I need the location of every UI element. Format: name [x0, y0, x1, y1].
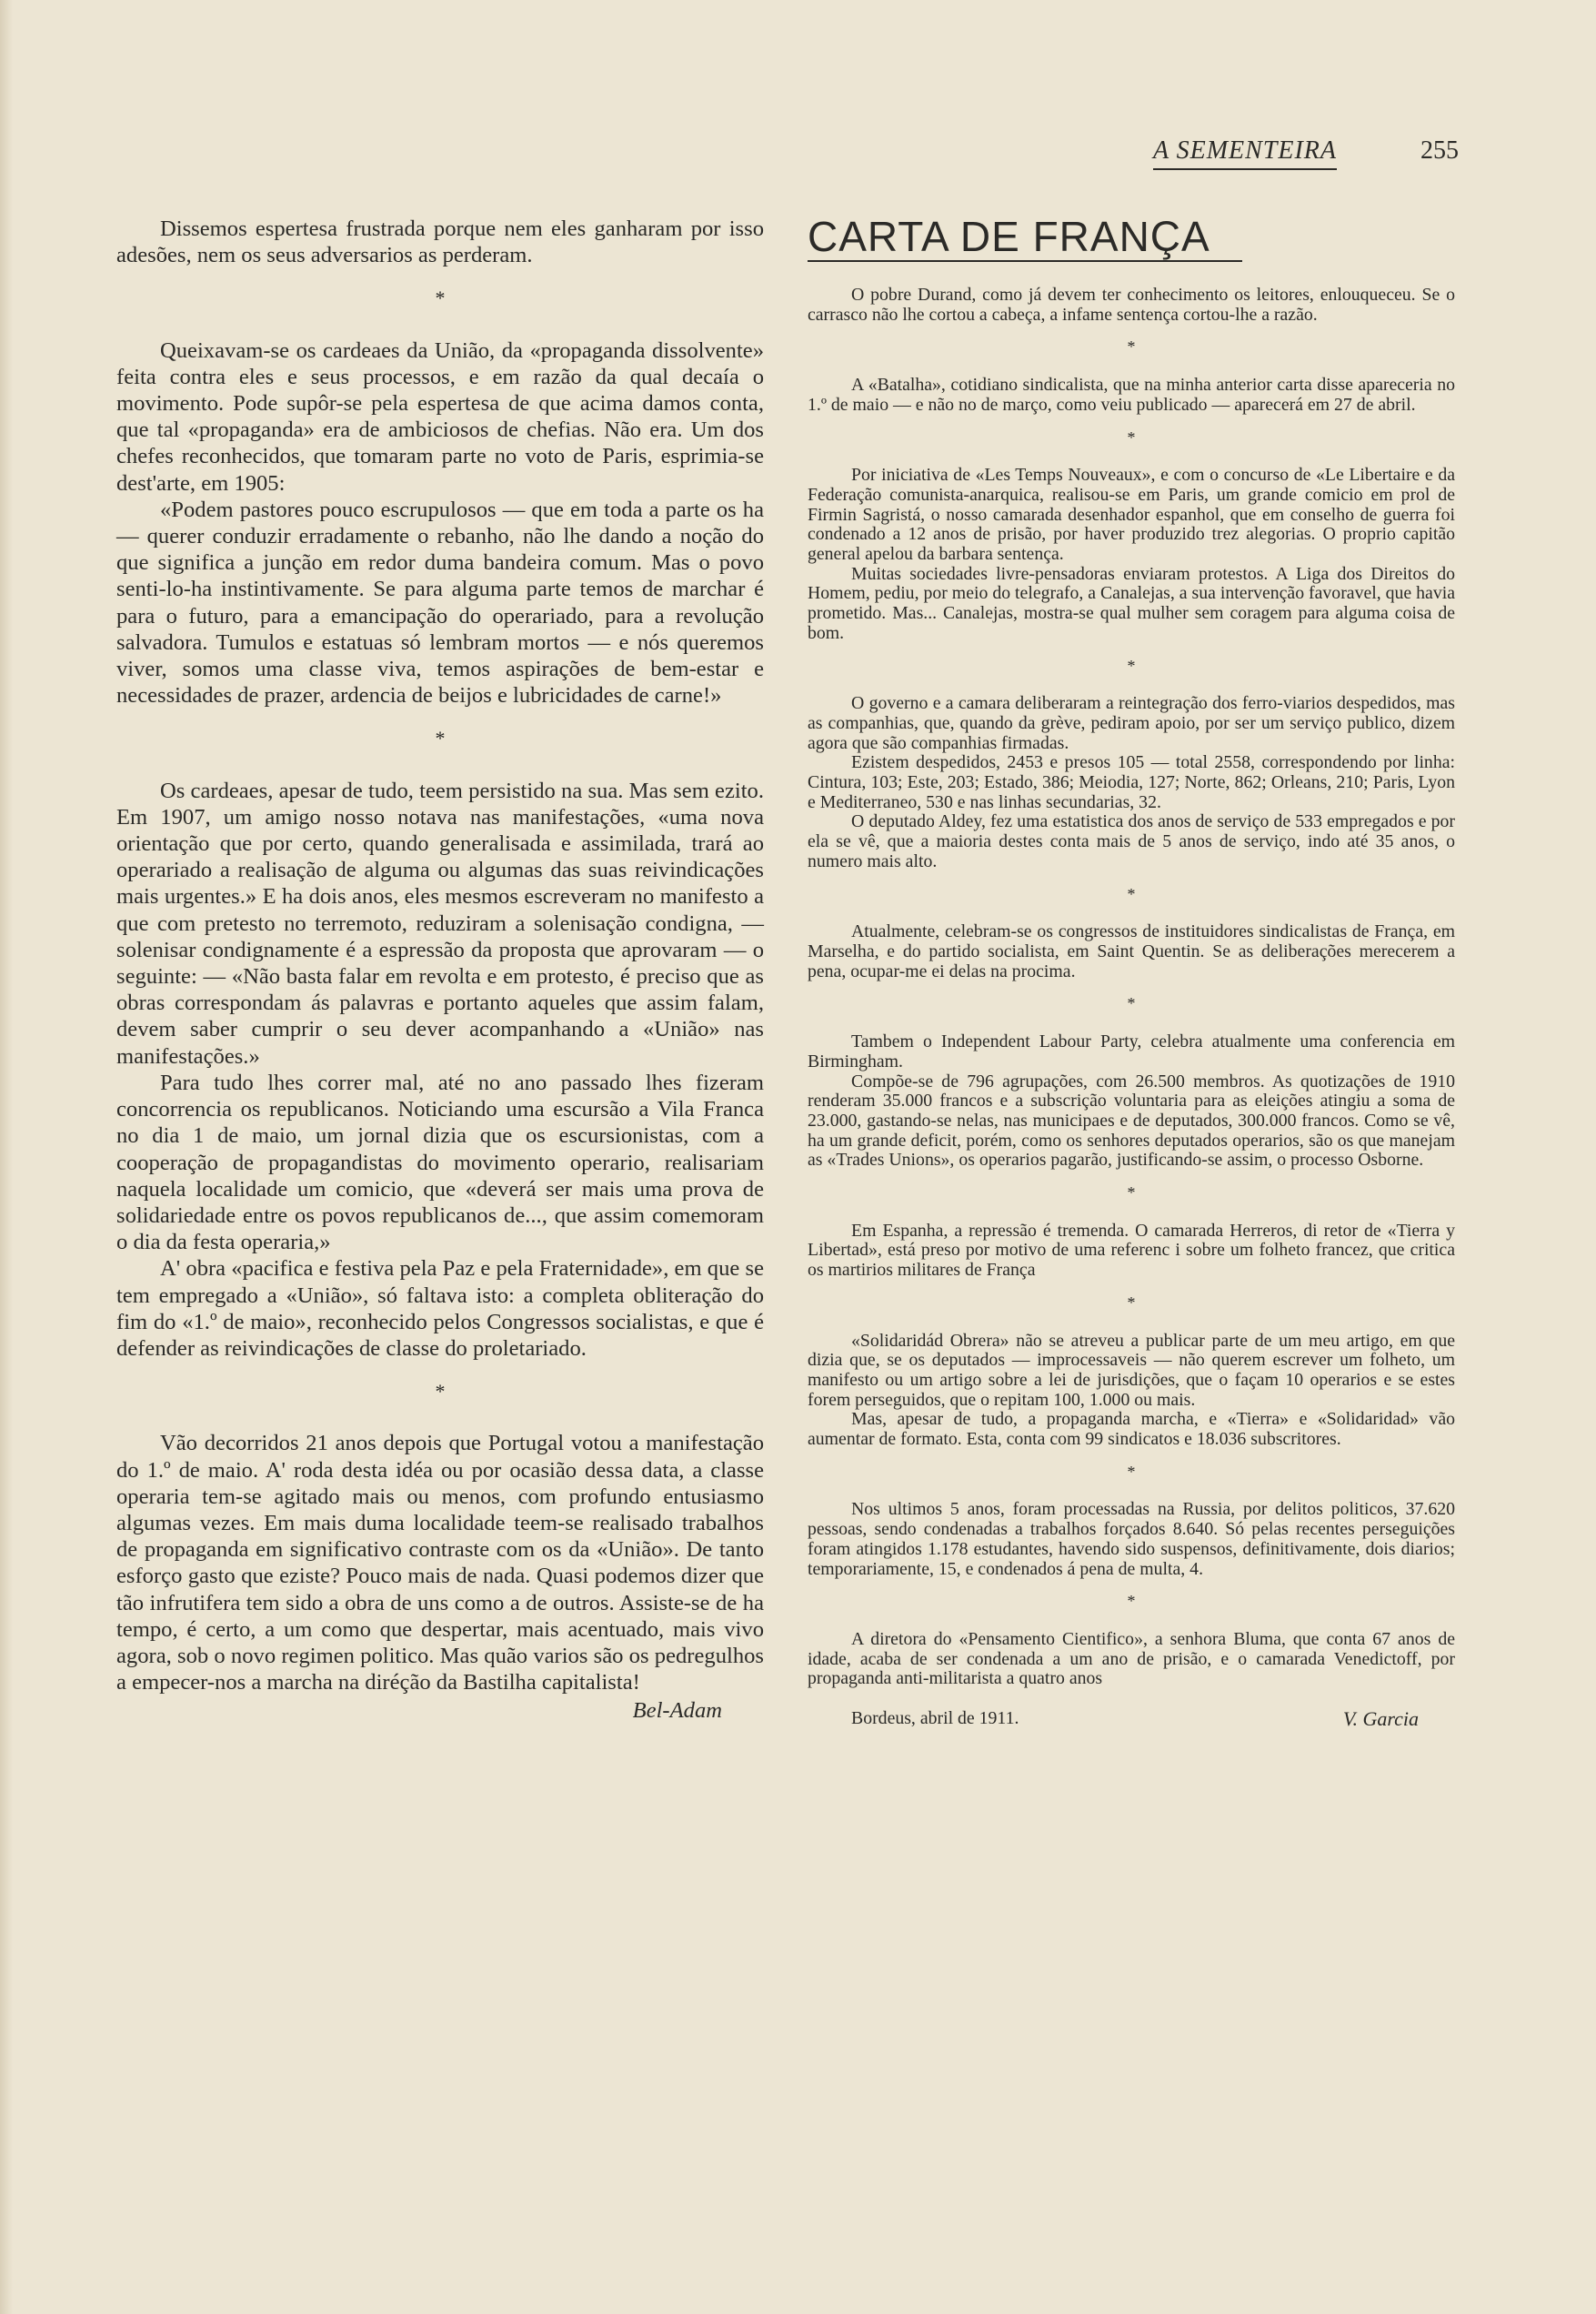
- paragraph: «Solidaridád Obrera» não se atreveu a publicar parte de um meu artigo, em que dizia que, se os deputados — improcessaveis — não querem escrever um folheto, um manifesto ou um artigo sobre a lei de jurisdições, que o façam 10 operarios e se estes forem perseguidos, que o repitam 100, 1.000 ou mais.: [808, 1330, 1455, 1410]
- section-separator: *: [1127, 1183, 1136, 1202]
- author-signature: Bel-Adam: [632, 1698, 722, 1724]
- paragraph: Muitas sociedades livre-pensadoras enviaram protestos. A Liga dos Direitos do Homem, pediu, por meio do telegrafo, a Canalejas, a sua intervenção favoravel, que havia prometido. Mas... Canalejas, mostra-se qual mulher sem coragem para alguma coisa de bom.: [808, 563, 1455, 643]
- section-separator: *: [1127, 1462, 1136, 1481]
- publication-title: A SEMENTEIRA: [1153, 136, 1337, 170]
- paragraph: Nos ultimos 5 anos, foram processadas na Russia, por delitos politicos, 37.620 pessoas, sendo condenadas a trabalhos forçados 8.640. Só pelas recentes perseguições foram atingidos 1.178 estudantes, havendo sido suspensos, definitivamente, dois diarios; temporariamente, 15, e condenados á pena de multa, 4.: [808, 1499, 1455, 1579]
- paragraph: Dissemos espertesa frustrada porque nem eles ganharam por isso adesões, nem os seus adversarios as perderam.: [116, 216, 764, 268]
- right-column-letter: [808, 213, 1455, 1729]
- section-separator: *: [1127, 994, 1136, 1013]
- paragraph: Vão decorridos 21 anos depois que Portugal votou a manifestação do 1.º de maio. A' roda desta idéa ou por ocasião dessa data, a classe operaria tem-se agitado mais ou menos, com profundo entusiasmo algumas vezes. Em mais duma localidade teem-se realisado trabalhos de propaganda em significativo contraste com os da «União». De tanto esforço gasto que eziste? Pouco mais de nada. Quasi podemos dizer que tão infrutifera tem sido a obra de uns como a de outros. Assiste-se de ha tempo, é certo, a um como que despertar, mais acentuado, mais vivo agora, sob o novo regimen politico. Mas quão varios são os pedregulhos a empecer-nos a marcha na diréção da Bastilha capitalista!: [116, 1431, 764, 1695]
- section-separator: *: [1127, 428, 1136, 447]
- paragraph: Tambem o Independent Labour Party, celebra atualmente uma conferencia em Birmingham.: [808, 1031, 1455, 1071]
- page-number: 255: [1420, 136, 1459, 165]
- section-separator: *: [1127, 656, 1136, 675]
- section-separator: *: [1127, 1293, 1136, 1312]
- paragraph: Ezistem despedidos, 2453 e presos 105 — total 2558, correspondendo por linha: Cintura, 103; Este, 203; Estado, 386; Meiodia, 127; Norte, 862; Orleans, 210; Paris, Lyon e Mediterraneo, 530 e nas linhas secundarias, 32.: [808, 752, 1455, 812]
- article-title: CARTA DE FRANÇA: [808, 213, 1242, 262]
- left-column-article: [116, 216, 764, 1725]
- section-separator: *: [1127, 337, 1136, 357]
- paragraph: O pobre Durand, como já devem ter conhecimento os leitores, enlouqueceu. Se o carrasco não lhe cortou a cabeça, a infame sentença cortou-lhe a razão.: [808, 285, 1455, 325]
- section-separator: *: [1127, 1592, 1136, 1611]
- section-separator: *: [435, 287, 446, 310]
- paragraph: Por iniciativa de «Les Temps Nouveaux», e com o concurso de «Le Libertaire e da Federação comunista-anarquica, realisou-se em Paris, um grande comicio em prol de Firmin Sagristá, o nosso camarada desenhador espanhol, que em conselho de guerra foi condenado a 12 anos de prisão, por haver produzido trez alegorias. O proprio capitão general apelou da barbara sentença.: [808, 465, 1455, 565]
- paragraph: Queixavam-se os cardeaes da União, da «propaganda dissolvente» feita contra eles e seus processos, e em razão da qual decaía o movimento. Pode supôr-se pela espertesa de que acima damos conta, que tal «propaganda» era de ambiciosos de chefias. Não era. Um dos chefes reconhecidos, que tomaram parte no voto de Paris, esprimia-se dest'arte, em 1905:: [116, 337, 764, 496]
- paragraph: Atualmente, celebram-se os congressos de instituidores sindicalistas de França, em Marselha, e do partido socialista, em Saint Quentin. Se as deliberações merecerem a pena, ocupar-me ei delas na procima.: [808, 921, 1455, 981]
- page-binding-shadow: [0, 0, 13, 2314]
- paragraph: A diretora do «Pensamento Cientifico», a senhora Bluma, que conta 67 anos de idade, acaba de ser condenada a um ano de prisão, e o camarada Venedictoff, por propaganda anti-militarista a quatro anos: [808, 1628, 1455, 1689]
- dateline: Bordeus, abril de 1911.: [851, 1708, 1019, 1729]
- paragraph: O governo e a camara deliberaram a reintegração dos ferro-viarios despedidos, mas as companhias, que, quando da grève, pediram apoio, por ser um serviço publico, dizem agora que são companhias firmadas.: [808, 693, 1455, 753]
- paragraph: Compõe-se de 796 agrupações, com 26.500 membros. As quotizações de 1910 renderam 35.000 francos e a subscrição voluntaria para as eleições atingiu a soma de 23.000, gastando-se nelas, nas municipaes e de deputados, 300.000 francos. Como se vê, ha um grande deficit, porém, como os senhores deputados operarios, são os que manejam as «Trades Unions», os operarios pagarão, justificando-se assim, o processo Osborne.: [808, 1071, 1455, 1171]
- letter-closing: [808, 1709, 1455, 1729]
- section-separator: *: [435, 1380, 446, 1403]
- section-separator: *: [1127, 884, 1136, 903]
- paragraph: A «Batalha», cotidiano sindicalista, que na minha anterior carta disse apareceria no 1.º de maio — e não no de março, como veiu publicado — aparecerá em 27 de abril.: [808, 375, 1455, 415]
- paragraph: Para tudo lhes correr mal, até no ano passado lhes fizeram concorrencia os republicanos. Noticiando uma escursão a Vila Franca no dia 1 de maio, um jornal dizia que os escursionistas, com a cooperação de propagandistas do movimento operario, realisariam naquela localidade um comicio, que «deverá ser mais uma prova de solidariedade entre os povos republicanos de..., que assim comemoram o dia da festa operaria,»: [116, 1070, 764, 1255]
- quotation-paragraph: «Podem pastores pouco escrupulosos — que em toda a parte os ha — querer conduzir erradamente o rebanho, não lhe dando a noção do que significa a junção em redor duma bandeira comum. Mas o povo senti-lo-ha instintivamente. Se para alguma parte temos de marchar é para o futuro, para a emancipação do operariado, para a revolução salvadora. Tumulos e estatuas só lembram mortos — e nós queremos viver, somos uma classe viva, temos aspirações de bem-estar e necessidades de prazer, ardencia de beijos e lubricidades de carne!»: [116, 497, 764, 709]
- author-signature: V. Garcia: [1342, 1707, 1419, 1731]
- paragraph: Em Espanha, a repressão é tremenda. O camarada Herreros, di retor de «Tierra y Libertad», está preso por motivo de uma referenc i sobre um folheto francez, que critica os martirios militares de França: [808, 1220, 1455, 1281]
- running-head: [1153, 136, 1459, 170]
- paragraph: O deputado Aldey, fez uma estatistica dos anos de serviço de 533 empregados e por ela se vê, que a maioria destes conta mais de 5 anos de serviço, indo até 35 anos, o numero mais alto.: [808, 811, 1455, 871]
- section-separator: *: [435, 727, 446, 750]
- paragraph: Os cardeaes, apesar de tudo, teem persistido na sua. Mas sem ezito. Em 1907, um amigo nosso notava nas manifestações, «uma nova orientação que por certo, quando generalisada e assimilada, trará ao operariado a realisação de alguma ou algumas das suas reivindicações mais urgentes.» E ha dois anos, eles mesmos escreveram no manifesto a que com pretesto no terremoto, reduziram a solenisação condigna, — solenisar condignamente é a espressão da proposta que aprovaram — o seguinte: — «Não basta falar em revolta e em protesto, é preciso que as obras correspondam ás palavras e portanto aqueles que assim falam, devem saber cumprir o seu dever acompanhando a «União» nas manifestações.»: [116, 778, 764, 1069]
- paragraph: Mas, apesar de tudo, a propaganda marcha, e «Tierra» e «Solidaridad» vão aumentar de formato. Esta, conta com 99 sindicatos e 18.036 subscritores.: [808, 1409, 1455, 1450]
- paragraph: A' obra «pacifica e festiva pela Paz e pela Fraternidade», em que se tem empregado a «União», só faltava isto: a completa obliteração do fim do «1.º de maio», reconhecido pelos Congressos socialistas, e que é defender as reivindicações de classe do proletariado.: [116, 1256, 764, 1361]
